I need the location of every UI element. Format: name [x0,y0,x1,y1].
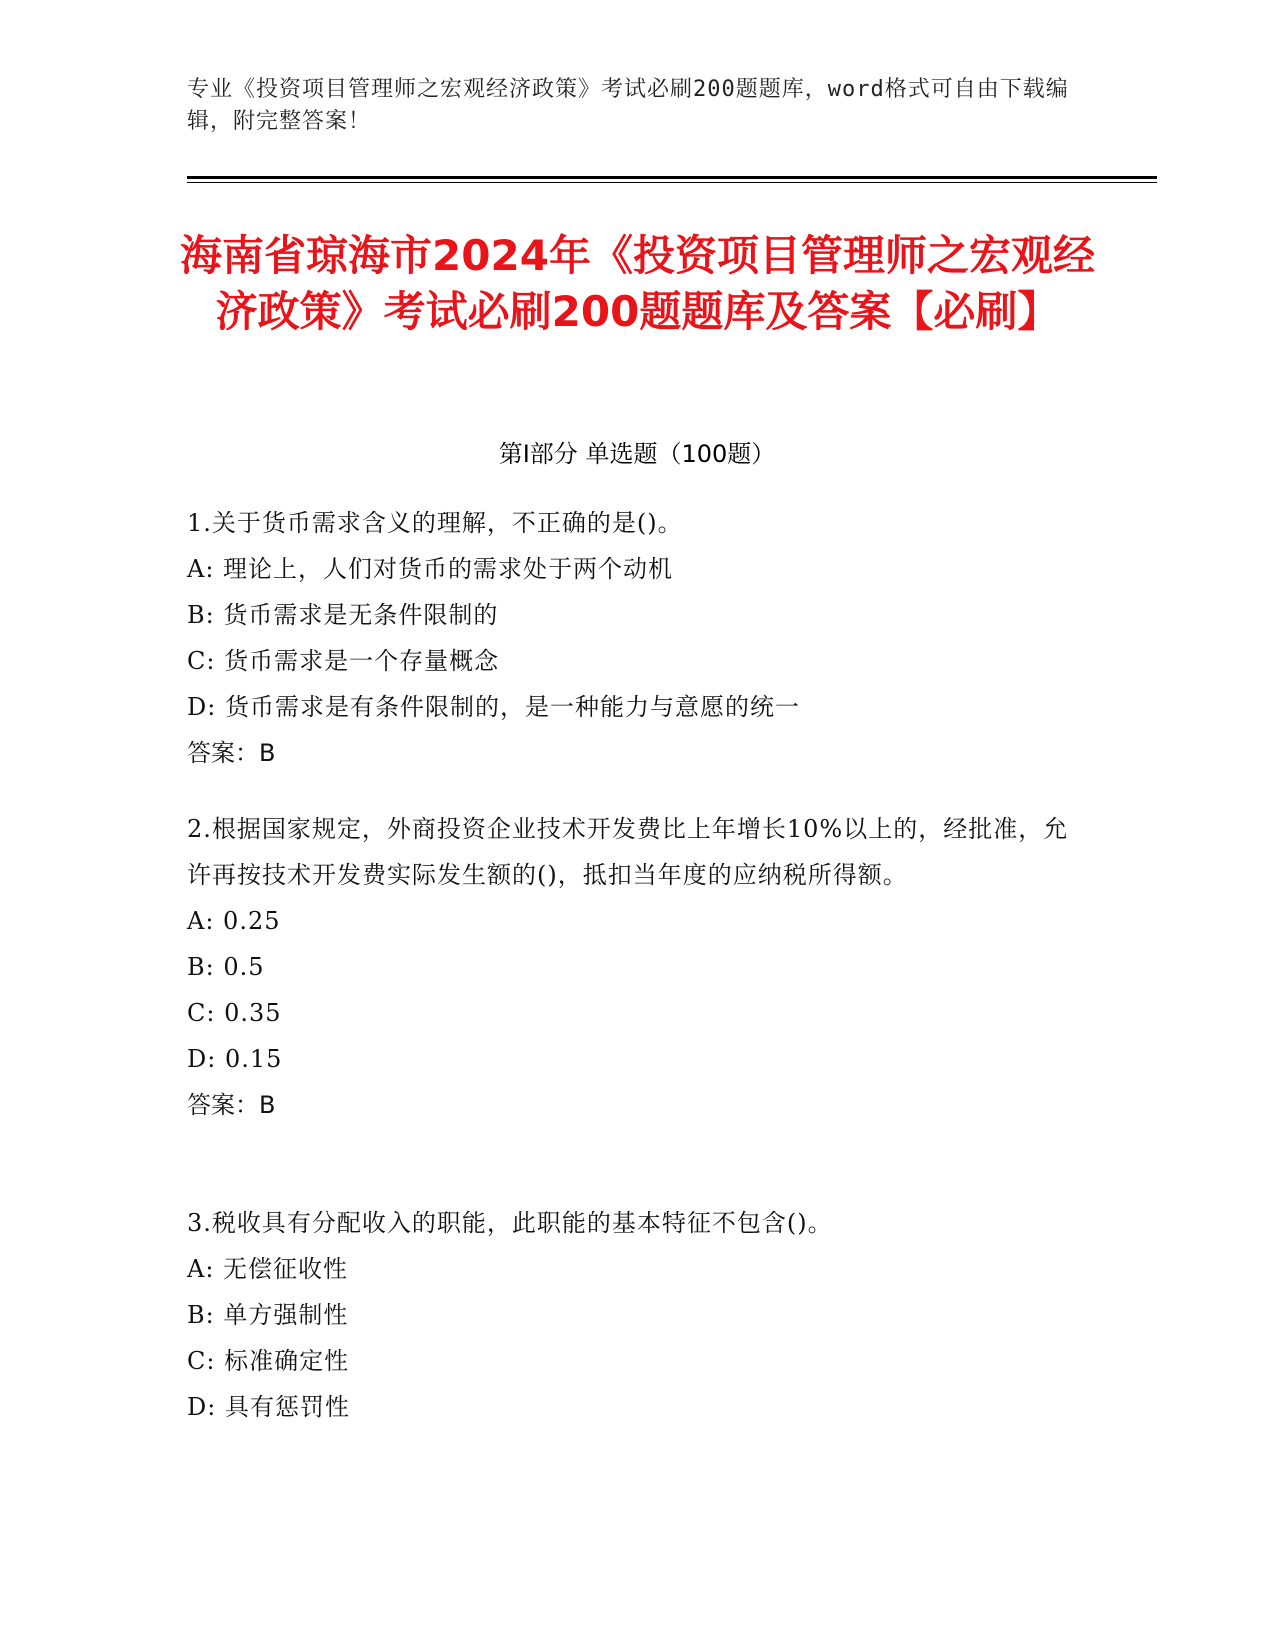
answer-line [187,1082,1087,1128]
answer-label: 答案： [187,739,259,767]
header-note: 专业《投资项目管理师之宏观经济政策》考试必刷200题题库，word格式可自由下载编辑，附完整答案！ [187,77,1069,134]
question-2 [187,806,1087,1128]
option-c: C: 0.35 [187,999,282,1027]
section-heading: 第I部分 单选题（100题） [498,440,776,468]
option-d: D: 0.15 [187,1045,283,1073]
question-stem: 3.税收具有分配收入的职能，此职能的基本特征不包含()。 [187,1209,833,1237]
option-d: D: 货币需求是有条件限制的，是一种能力与意愿的统一 [187,693,800,721]
question-stem: 1.关于货币需求含义的理解，不正确的是()。 [187,509,683,537]
header-divider-thick [187,176,1157,179]
option-b: B: 单方强制性 [187,1301,349,1329]
option-a: A: 无偿征收性 [187,1255,349,1283]
answer-label: 答案： [187,1091,259,1119]
answer-value: B [259,1091,276,1119]
answer-line [187,730,1087,776]
document-title: 海南省琼海市2024年《投资项目管理师之宏观经济政策》考试必刷200题题库及答案【必刷】 [180,231,1095,336]
question-3 [187,1200,1087,1430]
option-d: D: 具有惩罚性 [187,1393,350,1421]
option-b: B: 0.5 [187,953,265,981]
answer-value: B [259,739,276,767]
header-divider-thin [187,182,1157,183]
option-a: A: 0.25 [187,907,281,935]
option-b: B: 货币需求是无条件限制的 [187,601,499,629]
question-stem: 2.根据国家规定，外商投资企业技术开发费比上年增长10%以上的，经批准，允许再按技术开发费实际发生额的()，抵扣当年度的应纳税所得额。 [187,815,1069,889]
question-1 [187,500,1087,776]
option-c: C: 货币需求是一个存量概念 [187,647,500,675]
option-c: C: 标准确定性 [187,1347,350,1375]
option-a: A: 理论上，人们对货币的需求处于两个动机 [187,555,674,583]
